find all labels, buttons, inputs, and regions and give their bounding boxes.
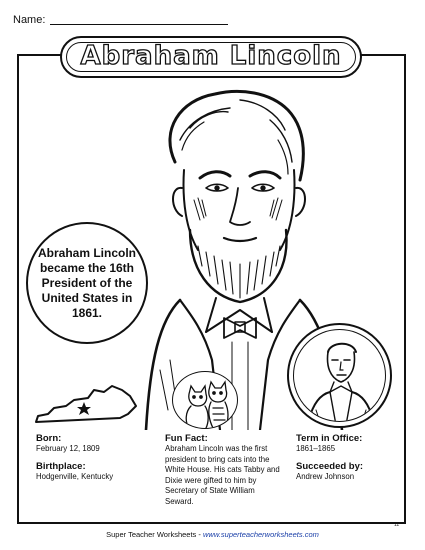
born-label: Born: xyxy=(36,433,62,444)
andrew-johnson-portrait-icon xyxy=(294,330,386,422)
footer-link[interactable]: www.superteacherworksheets.com xyxy=(202,530,319,539)
term-value: 1861–1865 xyxy=(296,444,336,453)
born-value: February 12, 1809 xyxy=(36,444,100,453)
name-line[interactable] xyxy=(50,24,228,25)
name-label: Name: xyxy=(13,14,46,26)
birthplace-value: Hodgenville, Kentucky xyxy=(36,471,114,481)
fun-fact-label: Fun Fact: xyxy=(165,433,208,444)
fun-fact-value: Abraham Lincoln was the first president to bring cats into the White House. His cats Tabby and Dixie were gifted to him by Secretary of State William Seward. xyxy=(165,444,280,506)
term-column xyxy=(296,433,401,482)
successor-value: Andrew Johnson xyxy=(296,471,355,481)
cats-frame xyxy=(172,371,238,429)
star-icon xyxy=(77,402,91,415)
term-label: Term in Office: xyxy=(296,433,363,444)
successor-label: Succeeded by: xyxy=(296,460,364,472)
birthplace-label: Birthplace: xyxy=(36,460,86,472)
page-number: 11 xyxy=(394,522,400,528)
page-title: Abraham Lincoln xyxy=(80,41,342,71)
footer-publisher: Super Teacher Worksheets - xyxy=(106,530,203,539)
born-column xyxy=(36,433,156,482)
title-banner xyxy=(60,36,362,78)
cats-icon xyxy=(173,372,237,428)
kentucky-map-icon xyxy=(32,382,140,426)
successor-portrait-frame xyxy=(287,323,392,428)
fact-circle xyxy=(26,222,148,344)
footer xyxy=(0,530,425,539)
fact-text: Abraham Lincoln became the 16th President of the United States in 1861. xyxy=(37,245,136,320)
fun-fact-column xyxy=(165,433,283,507)
